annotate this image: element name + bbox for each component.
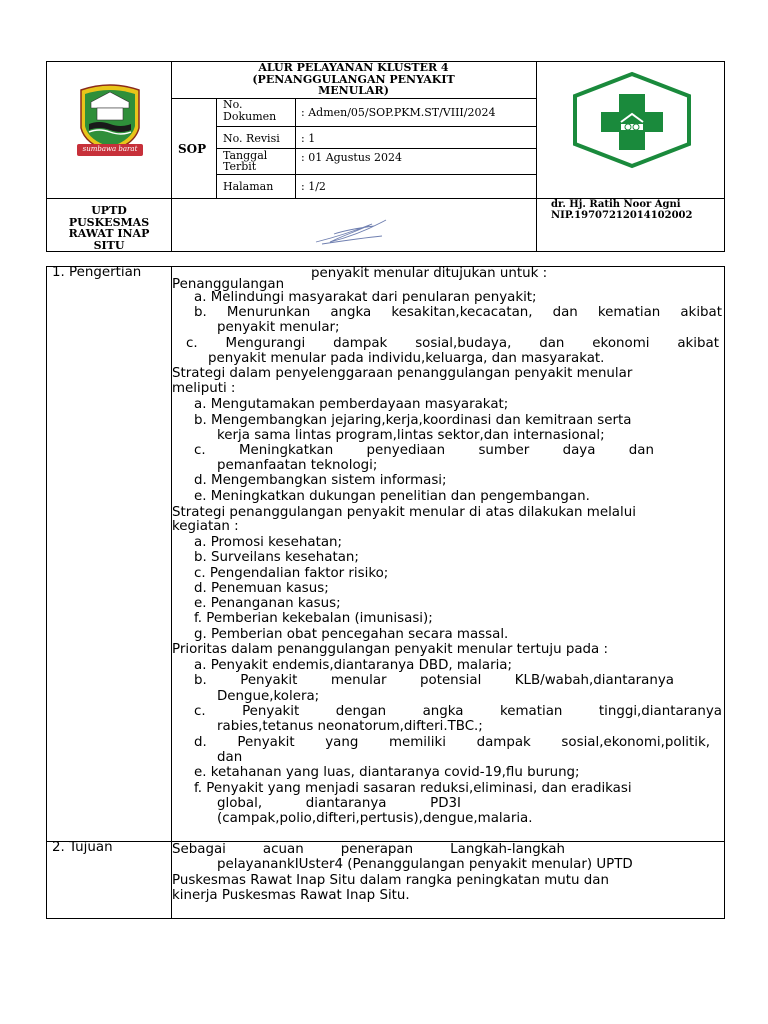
signature-image bbox=[312, 214, 392, 248]
list-c-item-d: d. Penemuan kasus; bbox=[194, 581, 329, 596]
value-no-dokumen: : Admen/05/SOP.PKM.ST/VIII/2024 bbox=[301, 106, 496, 119]
title-line-2: (PENANGGULANGAN PENYAKIT bbox=[252, 72, 455, 86]
list-a-item-b: b. Menurunkan angka kesakitan,kecacatan, dan kematian akibat bbox=[194, 305, 722, 320]
list-c-item-e: e. Penanganan kasus; bbox=[194, 596, 341, 611]
strategi1-line1: Strategi dalam penyelenggaraan penanggulangan penyakit menular bbox=[172, 366, 633, 381]
value-tanggal-terbit: : 01 Agustus 2024 bbox=[301, 151, 403, 164]
list-d-item-f-cont1: global, diantaranya PD3I bbox=[217, 796, 461, 811]
list-a-item-c: c. Mengurangi dampak sosial,budaya, dan ekonomi akibat bbox=[186, 336, 719, 351]
list-b-item-c-cont: pemanfaatan teknologi; bbox=[217, 458, 378, 473]
list-d-item-c: c. Penyakit dengan angka kematian tinggi,diantaranya bbox=[194, 704, 722, 719]
list-c-item-f: f. Pemberian kekebalan (imunisasi); bbox=[194, 611, 433, 626]
label-no-revisi: No. Revisi bbox=[223, 132, 280, 145]
label-no-dokumen: No. Dokumen bbox=[223, 98, 277, 123]
value-halaman: : 1/2 bbox=[301, 180, 326, 193]
section-label-tujuan: 2. Tujuan bbox=[52, 840, 113, 855]
list-c-item-a: a. Promosi kesehatan; bbox=[194, 535, 343, 550]
list-b-item-d: d. Mengembangkan sistem informasi; bbox=[194, 473, 447, 488]
list-b-item-e: e. Meningkatkan dukungan penelitian dan pengembangan. bbox=[194, 489, 590, 504]
title-line-3: MENULAR) bbox=[318, 84, 389, 97]
list-b-item-b: b. Mengembangkan jejaring,kerja,koordinasi dan kemitraan serta bbox=[194, 413, 632, 428]
tujuan-line2: pelayanankIUster4 (Penanggulangan penyakit menular) UPTD bbox=[217, 857, 633, 872]
list-c-item-g: g. Pemberian obat pencegahan secara massal. bbox=[194, 627, 509, 642]
strategi2-line1: Strategi penanggulangan penyakit menular di atas dilakukan melalui bbox=[172, 505, 636, 520]
list-d-item-c-cont: rabies,tetanus neonatorum,difteri.TBC.; bbox=[217, 719, 483, 734]
list-d-item-f-cont2: (campak,polio,difteri,pertusis),dengue,malaria. bbox=[217, 811, 533, 826]
document-title bbox=[171, 62, 536, 97]
prioritas-line: Prioritas dalam penanggulangan penyakit menular tertuju pada : bbox=[172, 642, 609, 657]
list-c-item-c: c. Pengendalian faktor risiko; bbox=[194, 566, 389, 581]
section-label-pengertian: 1. Pengertian bbox=[52, 265, 142, 280]
list-d-item-d-cont: dan bbox=[217, 750, 243, 765]
list-d-item-b-cont: Dengue,kolera; bbox=[217, 689, 320, 704]
list-d-item-d: d. Penyakit yang memiliki dampak sosial,ekonomi,politik, bbox=[194, 735, 710, 750]
tujuan-line3: Puskesmas Rawat Inap Situ dalam rangka peningkatan mutu dan bbox=[172, 873, 609, 888]
label-halaman: Halaman bbox=[223, 180, 274, 193]
tujuan-line1: Sebagai acuan penerapan Langkah-langkah bbox=[172, 842, 565, 857]
list-c-item-b: b. Surveilans kesehatan; bbox=[194, 550, 359, 565]
list-d-item-b: b. Penyakit menular potensial KLB/wabah,diantaranya bbox=[194, 673, 674, 688]
list-a-item-a: a. Melindungi masyarakat dari penularan penyakit; bbox=[194, 290, 537, 305]
list-b-item-b-cont: kerja sama lintas program,lintas sektor,dan internasional; bbox=[217, 428, 605, 443]
sop-label: SOP bbox=[178, 142, 207, 156]
value-no-revisi: : 1 bbox=[301, 132, 316, 145]
list-d-item-a: a. Penyakit endemis,diantaranya DBD, malaria; bbox=[194, 658, 513, 673]
intro-word: Penanggulangan bbox=[172, 277, 285, 292]
crest-banner-text: sumbawa barat bbox=[82, 145, 138, 153]
strategi2-line2: kegiatan : bbox=[172, 519, 239, 534]
title-line-1: ALUR PELAYANAN KLUSTER 4 bbox=[258, 61, 449, 74]
list-b-item-c: c. Meningkatkan penyediaan sumber daya dan bbox=[194, 443, 654, 458]
list-b-item-a: a. Mengutamakan pemberdayaan masyarakat; bbox=[194, 397, 509, 412]
tujuan-line4: kinerja Puskesmas Rawat Inap Situ. bbox=[172, 888, 410, 903]
regional-crest-logo bbox=[77, 82, 143, 160]
intro-rest: penyakit menular ditujukan untuk : bbox=[311, 266, 548, 281]
list-a-item-c-cont: penyakit menular pada individu,keluarga, dan masyarakat. bbox=[208, 351, 605, 366]
list-d-item-f: f. Penyakit yang menjadi sasaran reduksi,eliminasi, dan eradikasi bbox=[194, 781, 632, 796]
signer-nip: NIP.19707212014102002 bbox=[551, 210, 693, 221]
list-a-item-b-cont: penyakit menular; bbox=[217, 320, 340, 335]
strategi1-line2: meliputi : bbox=[172, 381, 236, 396]
signer-name: dr. Hj. Ratih Noor Agni bbox=[551, 199, 681, 210]
list-d-item-e: e. ketahanan yang luas, diantaranya covid-19,flu burung; bbox=[194, 765, 580, 780]
label-tanggal-terbit: Tanggal Terbit bbox=[223, 149, 268, 173]
puskesmas-logo bbox=[561, 70, 703, 170]
org-name: UPTD PUSKESMAS RAWAT INAP SITU bbox=[68, 204, 150, 252]
